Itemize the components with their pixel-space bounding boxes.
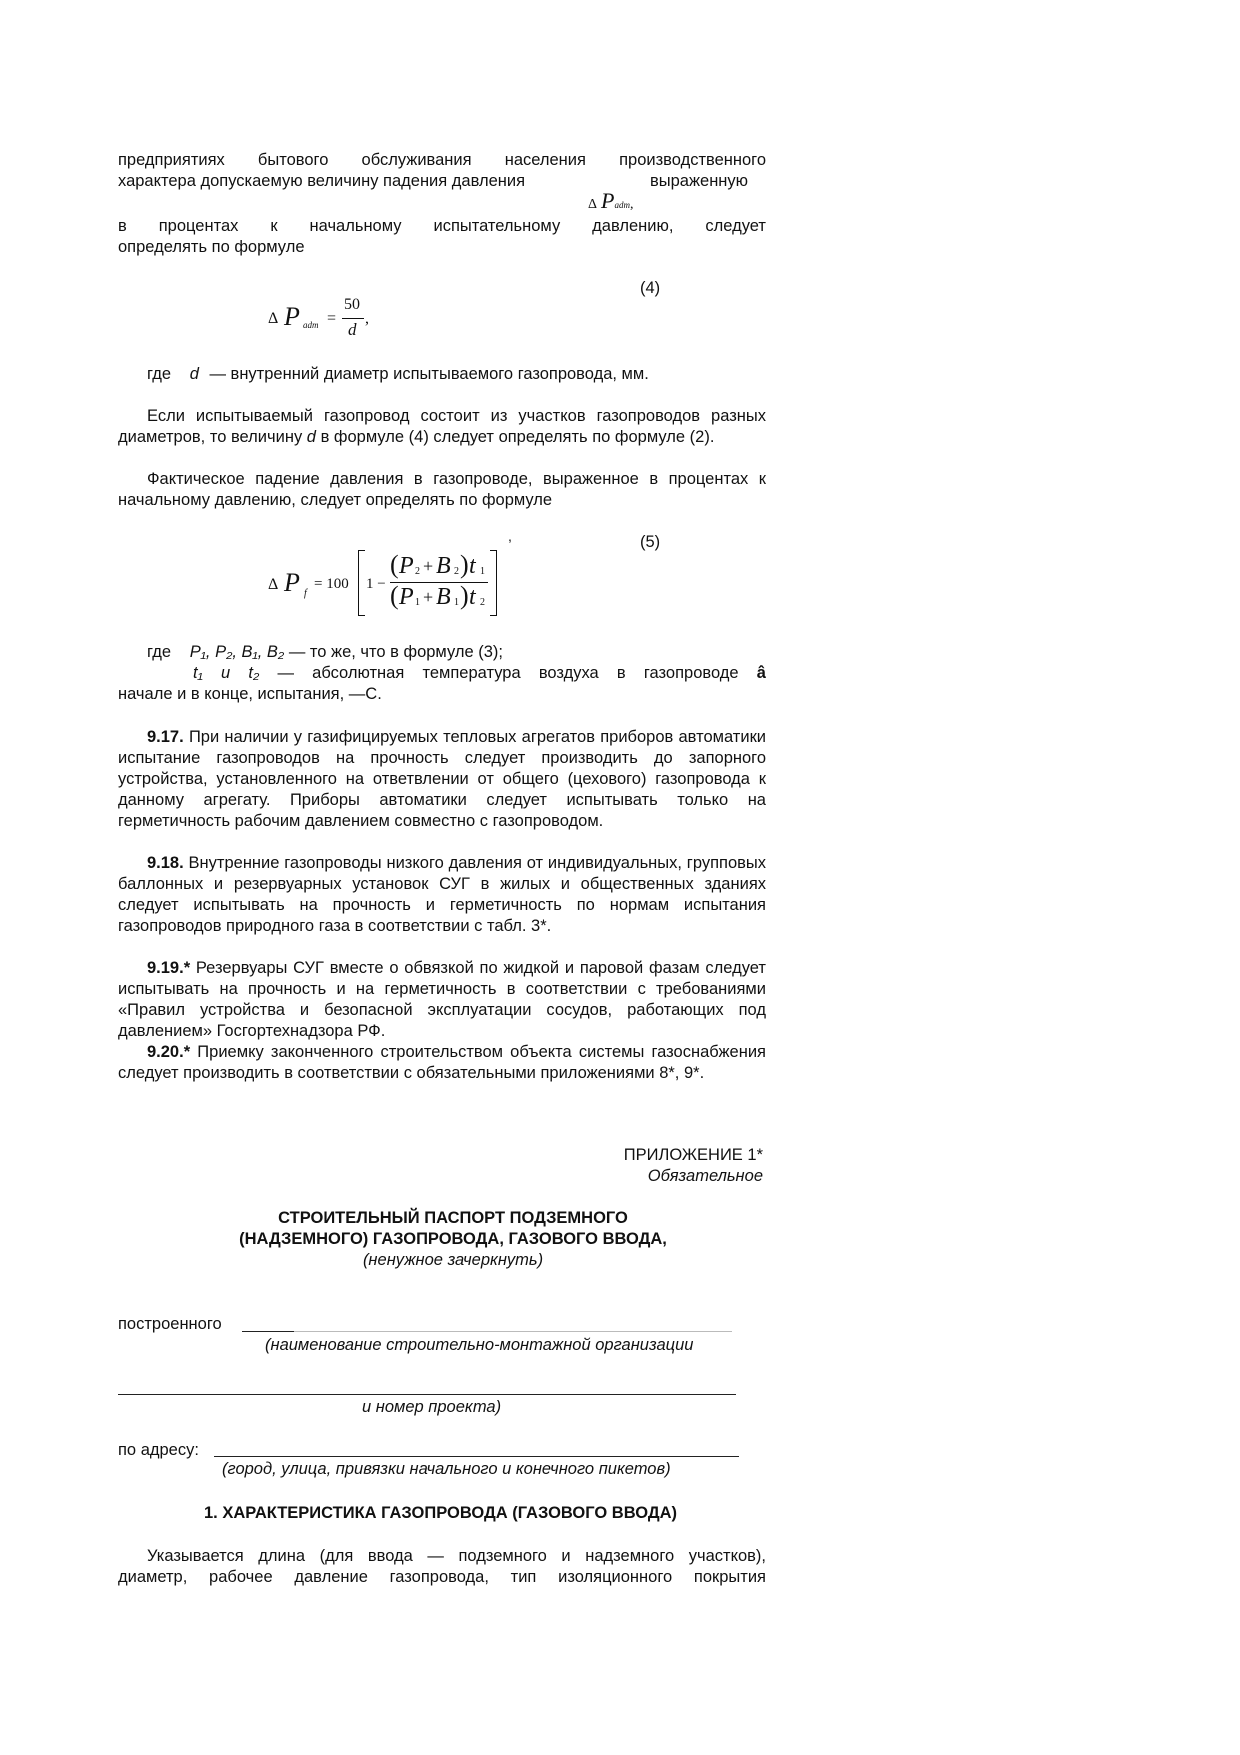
intro-line-2b: выраженную [650, 172, 749, 190]
project-caption: и номер проекта) [362, 1398, 502, 1416]
formula-5-comma: , [508, 528, 512, 544]
built-underline [294, 1331, 732, 1332]
paragraph-9-18: 9.18. Внутренние газопроводы низкого давления от индивидуальных, групповых баллонных и резервуарных установок СУГ в жилых и общественных зданиях следует испытывать на прочность и герметичность по нормам испытания газопроводов природного газа в соответствии с табл. 3*. [118, 854, 766, 935]
appendix-label: ПРИЛОЖЕНИЕ 1* [623, 1146, 763, 1164]
passport-title-line-2: (НАДЗЕМНОГО) ГАЗОПРОВОДА, ГАЗОВОГО ВВОДА, [239, 1230, 667, 1248]
paragraph-9-17: 9.17. При наличии у газифицируемых тепловых агрегатов приборов автоматики испытание газопроводов на прочность следует производить до запорного устройства, установленного на ответвлении от общего (цехового) газопровода к данному агрегату. Приборы автоматики следует испытывать только на герметичность рабочим давлением совместно с газопроводом. [118, 728, 766, 830]
built-underline-short [242, 1331, 294, 1332]
section-1-line-1: Указывается длина (для ввода — подземного и надземного участков), [147, 1547, 766, 1565]
paragraph-diameters: Если испытываемый газопровод состоит из участков газопроводов разных диаметров, то величину d в формуле (4) следует определять по формуле (2). [118, 407, 766, 446]
intro-line-4: определять по формуле [118, 238, 305, 256]
intro-line-3: в процентах к начальному испытательному давлению, следует [118, 217, 766, 235]
section-1-line-2: диаметр, рабочее давление газопровода, тип изоляционного покрытия [118, 1568, 766, 1586]
where-t-line: t₁ и t₂ — абсолютная температура воздуха в газопроводе â [193, 664, 766, 682]
formula-5-number: (5) [640, 533, 661, 551]
paragraph-9-19: 9.19.* Резервуары СУГ вместе о обвязкой по жидкой и паровой фазам следует испытывать на прочность и на герметичность в соответствии с требованиями «Правил устройства и безопасной эксплуатации сосудов, работающих под давлением» Госгортехнадзора РФ. [118, 959, 766, 1040]
project-underline [118, 1394, 736, 1395]
address-label: по адресу: [118, 1441, 199, 1459]
where-d-line: где d — внутренний диаметр испытываемого газопровода, мм. [147, 365, 649, 383]
where-p-b-line: где P₁, P₂, B₁, B₂ — то же, что в формуле (3); [147, 643, 503, 661]
address-underline [214, 1456, 739, 1457]
document-page: предприятиях бытового обслуживания населения производственного характера допускаемую величину падения давления выраженную Δ Padm, в процентах к начальному испытательному давлению, следует определять по формуле (4) Δ P adm = 50 d , где d — внутренний диаметр испытываемого газопровода, мм. Если испытываемый газопровод состоит из участков газопроводов разных диаметров, то величину d в формуле (4) следует определять по формуле (2). Фактическое падение давления в газопроводе, выраженное в процентах к начальному давлению, следует определять по формуле (5) , Δ P f = 100 1 − ( P 2 + B 2 ) t 1 ( P 1 + B 1 ) t 2 где P₁, P₂, B₁, B₂ — то же, что в формуле (3); t₁ и t₂ — абсолютная температура воздуха в газопроводе â начале и в конце, испытания, —С. 9.17. При наличии у газифицируемых тепловых агрегатов приборов автоматики испытание газопроводов на прочность следует производить до запорного устройства, установленного на ответвлении от общего (цехового) газопровода к данному агрегату. Приборы автоматики следует испытывать только на герметичность рабочим давлением совместно с газопроводом. 9.18. Внутренние газопроводы низкого давления от индивидуальных, групповых баллонных и резервуарных установок СУГ в жилых и общественных зданиях следует испытывать на прочность и герметичность по нормам испытания газопроводов природного газа в соответствии с табл. 3*. 9.19.* Резервуары СУГ вместе о обвязкой по жидкой и паровой фазам следует испытывать на прочность и на герметичность в соответствии с требованиями «Правил устройства и безопасной эксплуатации сосудов, работающих под давлением» Госгортехнадзора РФ. 9.20.* Приемку законченного строительством объекта системы газоснабжения следует производить в соответствии с обязательными приложениями 8*, 9*. ПРИЛОЖЕНИЕ 1* Обязательное СТРОИТЕЛЬНЫЙ ПАСПОРТ ПОДЗЕМНОГО (НАДЗЕМНОГО) ГАЗОПРОВОДА, ГАЗОВОГО ВВОДА, (ненужное зачеркнуть) построенного (наименование строительно-монтажной организации и номер проекта) по адресу: (город, улица, привязки начального и конечного пикетов) 1. ХАРАКТЕРИСТИКА ГАЗОПРОВОДА (ГАЗОВОГО ВВОДА) Указывается длина (для ввода — подземного и надземного участков), диаметр, рабочее давление газопровода, тип изоляционного покрытия [0, 0, 1240, 1755]
appendix-status: Обязательное [647, 1167, 763, 1185]
address-caption: (город, улица, привязки начального и конечного пикетов) [222, 1460, 671, 1478]
formula-5: Δ P f = 100 1 − ( P 2 + B 2 ) t 1 ( P 1 + B 1 ) t 2 [268, 548, 518, 618]
intro-line-1: предприятиях бытового обслуживания населения производственного [118, 151, 766, 169]
passport-note: (ненужное зачеркнуть) [362, 1251, 544, 1269]
built-label: построенного [118, 1315, 222, 1333]
where-t-line-2: начале и в конце, испытания, —С. [118, 685, 382, 703]
inline-formula-delta-p-adm: Δ Padm, [588, 188, 634, 213]
passport-title-line-1: СТРОИТЕЛЬНЫЙ ПАСПОРТ ПОДЗЕМНОГО [278, 1209, 628, 1227]
section-1-heading: 1. ХАРАКТЕРИСТИКА ГАЗОПРОВОДА (ГАЗОВОГО ВВОДА) [204, 1504, 677, 1522]
formula-4-number: (4) [640, 279, 661, 297]
paragraph-9-20: 9.20.* Приемку законченного строительством объекта системы газоснабжения следует производить в соответствии с обязательными приложениями 8*, 9*. [118, 1043, 766, 1082]
intro-line-2a: характера допускаемую величину падения давления [118, 172, 526, 190]
built-caption: (наименование строительно-монтажной организации [265, 1336, 694, 1354]
paragraph-actual-drop: Фактическое падение давления в газопроводе, выраженное в процентах к начальному давлению, следует определять по формуле [118, 470, 766, 509]
